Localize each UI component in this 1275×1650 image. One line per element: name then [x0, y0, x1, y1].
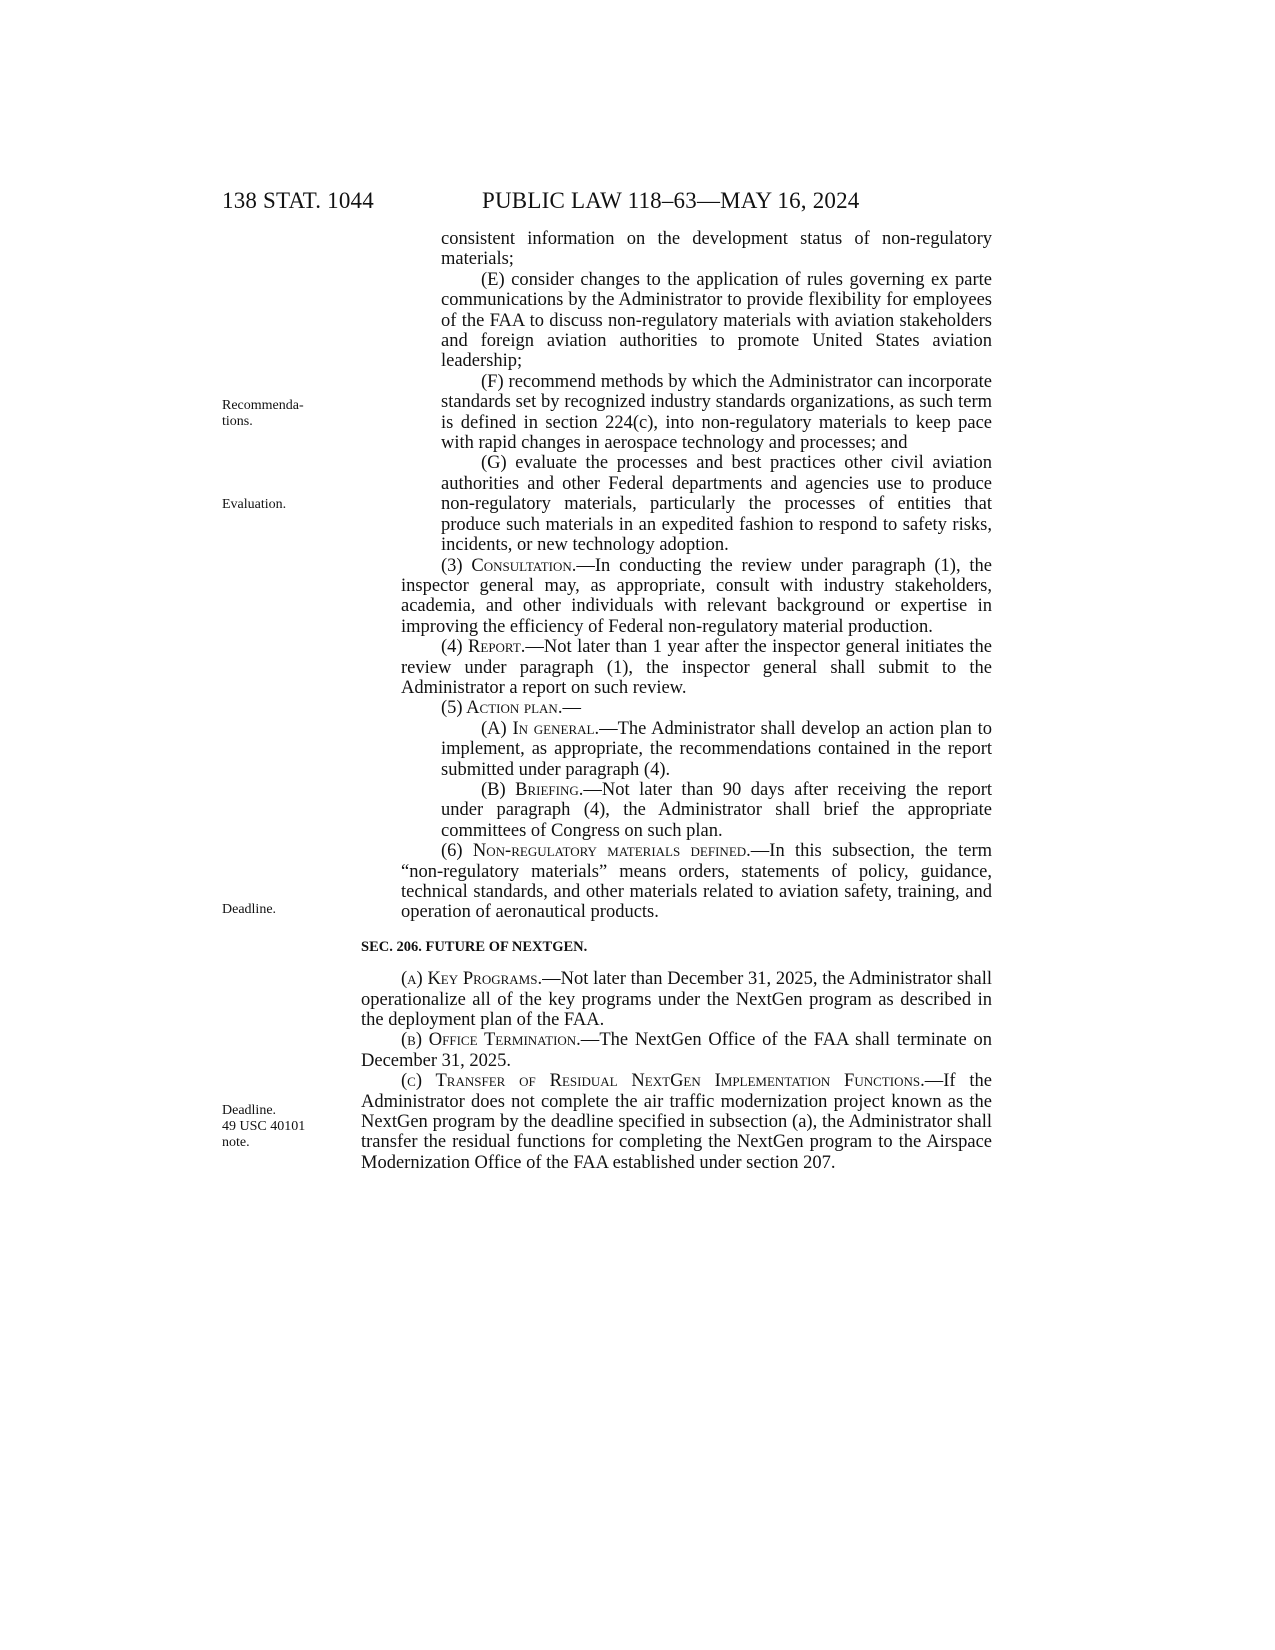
margin-note-deadline: [222, 902, 276, 918]
subparagraph-f: (F) recommend methods by which the Administrator can incorporate standards set by recognized industry standards organizations, as such term is defined in section 224(c), into non-regulatory materials to keep pace with rapid changes in aerospace technology and processes; and: [441, 371, 992, 454]
margin-note-line: Deadline.: [222, 1103, 277, 1118]
margin-note-line: Deadline.: [222, 902, 277, 917]
paragraph-heading: (c) Transfer of Residual NextGen Implementation Functions.—: [401, 1071, 944, 1092]
subparagraph-e: (E) consider changes to the application of rules governing ex parte communications by the Administrator to provide flexibility for employees of the FAA to discuss non-regulatory materials with aviation stakeholders and foreign aviation authorities to promote United States aviation leadership;: [441, 269, 992, 372]
paragraph-heading: (A) In general.—: [481, 718, 618, 739]
subparagraph-5b-briefing: [361, 780, 992, 841]
margin-note-line: note.: [222, 1135, 250, 1150]
paragraph-text: Not later than 90 days after receiving the report under paragraph (4), the Administrator shall brief the appropriate committees of Congress on such plan.: [441, 779, 992, 841]
paragraph-text: The Administrator shall develop an action plan to implement, as appropriate, the recommendations contained in the report submitted under paragraph (4).: [441, 718, 992, 780]
paragraph-6-definition: [361, 841, 992, 923]
subparagraph-5a-in-general: [361, 719, 992, 780]
paragraph-text: In conducting the review under paragraph (1), the inspector general may, as appropriate, consult with industry stakeholders, academia, and other individuals with relevant background or expertise in improving the efficiency of Federal non-regulatory material production.: [401, 555, 992, 637]
margin-note-deadline-usc: [222, 1103, 305, 1151]
subparagraph-g: (G) evaluate the processes and best practices other civil aviation authorities and other Federal departments and agencies use to produce non-regulatory materials, particularly the processes of entities that produce such materials in an expedited fashion to respond to safety risks, incidents, or new technology adoption.: [441, 453, 992, 556]
subparagraph-d-continued: consistent information on the development status of non-regulatory materials;: [441, 229, 992, 270]
paragraph-heading: (4) Report.—: [441, 637, 544, 658]
paragraph-heading: (6) Non-regulatory materials defined.—: [441, 841, 770, 862]
paragraph-text: If the Administrator does not complete the air traffic modernization project known as the NextGen program by the deadline specified in subsection (a), the Administrator shall transfer the residual functions for completing the NextGen program to the Airspace Modernization Office of the FAA established under section 207.: [361, 1071, 992, 1173]
document-body: [361, 229, 992, 1173]
paragraph-heading: (5) Action plan.—: [441, 698, 581, 719]
paragraph-text: The NextGen Office of the FAA shall terminate on December 31, 2025.: [361, 1030, 992, 1071]
paragraph-4-report: [361, 637, 992, 698]
paragraph-heading: (b) Office Termination.—: [401, 1030, 600, 1051]
paragraph-text: Not later than 1 year after the inspector general initiates the review under paragraph (1), the inspector general shall submit to the Administrator a report on such review.: [401, 637, 992, 698]
paragraph-5-action-plan: [361, 698, 992, 718]
margin-note-line: Evaluation.: [222, 497, 287, 512]
subsection-c-transfer: [361, 1071, 992, 1173]
section-206-heading: SEC. 206. FUTURE OF NEXTGEN.: [361, 938, 588, 955]
subsection-a-key-programs: [361, 969, 992, 1030]
paragraph-heading: (a) Key Programs.—: [401, 969, 561, 990]
margin-note-line: tions.: [222, 414, 253, 429]
paragraph-text: Not later than December 31, 2025, the Administrator shall operationalize all of the key programs under the NextGen program as described in the deployment plan of the FAA.: [361, 969, 992, 1031]
margin-note-line: 49 USC 40101: [222, 1119, 306, 1134]
margin-note-evaluation: [222, 497, 286, 513]
paragraph-heading: (B) Briefing.—: [481, 779, 602, 800]
subsection-b-office-termination: [361, 1030, 992, 1071]
margin-note-line: Recommenda-: [222, 398, 304, 413]
margin-note-recommendations: [222, 398, 304, 430]
paragraph-text: In this subsection, the term “non-regulatory materials” means orders, statements of policy, guidance, technical standards, and other materials related to aviation safety, training, and operation of aeronautical products.: [401, 841, 992, 923]
page-header-title: PUBLIC LAW 118–63—MAY 16, 2024: [482, 188, 860, 213]
paragraph-heading: (3) Consultation.—: [441, 555, 595, 576]
page-stat-citation: 138 STAT. 1044: [222, 188, 374, 213]
paragraph-3-consultation: [361, 556, 992, 638]
